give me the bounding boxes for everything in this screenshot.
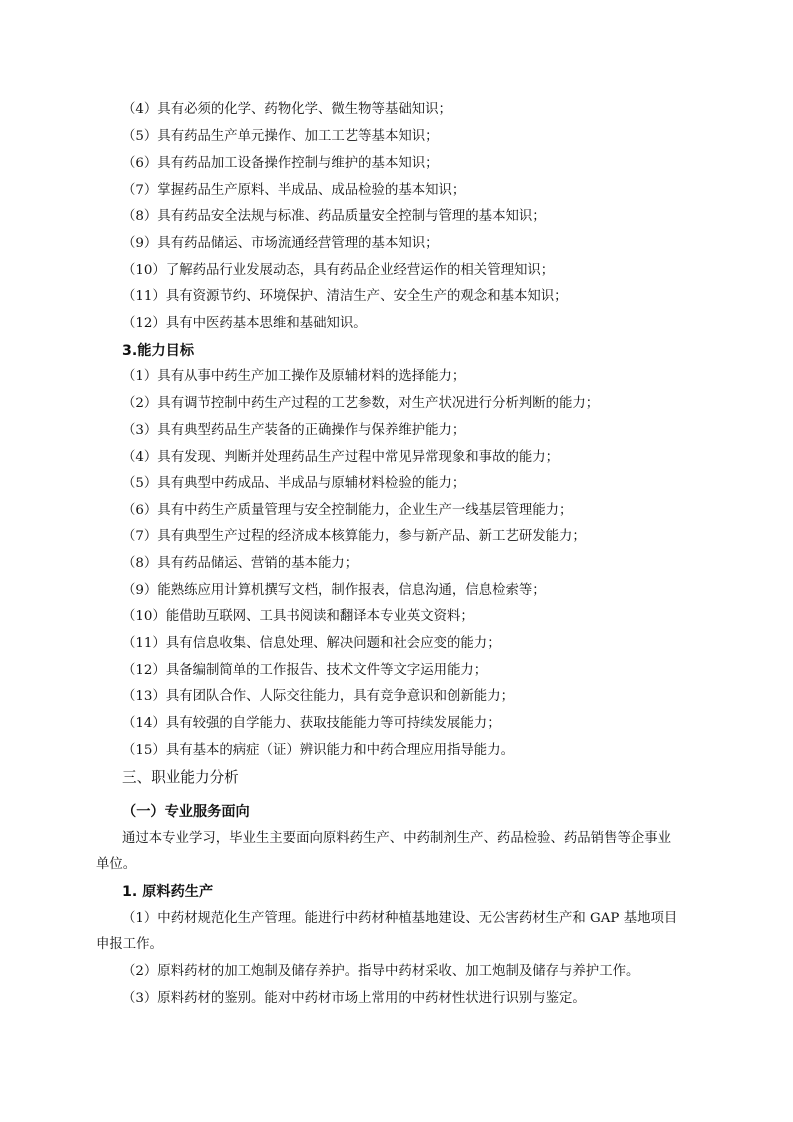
knowledge-item-7: （7）掌握药品生产原料、半成品、成品检验的基本知识； — [122, 183, 466, 198]
ability-item-14: （14）具有较强的自学能力、获取技能能力等可持续发展能力； — [122, 716, 501, 731]
ability-item-5: （5）具有典型中药成品、半成品与原辅材料检验的能力； — [122, 476, 466, 491]
knowledge-item-5: （5）具有药品生产单元操作、加工工艺等基本知识； — [122, 129, 439, 144]
ability-item-6: （6）具有中药生产质量管理与安全控制能力，企业生产一线基层管理能力； — [122, 503, 573, 518]
subsection-1-heading: （一）专业服务面向 — [122, 804, 250, 820]
knowledge-item-10: （10）了解药品行业发展动态，具有药品企业经营运作的相关管理知识； — [122, 263, 555, 278]
ability-item-3: （3）具有典型药品生产装备的正确操作与保养维护能力； — [122, 423, 466, 438]
knowledge-item-6: （6）具有药品加工设备操作控制与维护的基本知识； — [122, 156, 439, 171]
raw-item-1-line-2: 申报工作。 — [96, 937, 163, 952]
ability-item-4: （4）具有发现、判断并处理药品生产过程中常见异常现象和事故的能力； — [122, 450, 560, 465]
raw-item-3: （3）原料药材的鉴别。能对中药材市场上常用的中药材性状进行识别与鉴定。 — [122, 991, 586, 1006]
ability-item-8: （8）具有药品储运、营销的基本能力； — [122, 556, 359, 571]
raw-item-1-line-1: （1）中药材规范化生产管理。能进行中药材种植基地建设、无公害药材生产和 GAP 基地项目 — [122, 911, 678, 926]
ability-item-7: （7）具有典型生产过程的经济成本核算能力，参与新产品、新工艺研发能力； — [122, 529, 586, 544]
ability-item-11: （11）具有信息收集、信息处理、解决问题和社会应变的能力； — [122, 636, 501, 651]
ability-item-12: （12）具备编制简单的工作报告、技术文件等文字运用能力； — [122, 663, 488, 678]
knowledge-item-9: （9）具有药品储运、市场流通经营管理的基本知识； — [122, 236, 439, 251]
service-paragraph-line-2: 单位。 — [96, 857, 137, 872]
ability-heading: 3.能力目标 — [122, 343, 195, 359]
ability-item-9: （9）能熟练应用计算机撰写文档，制作报表，信息沟通，信息检索等； — [122, 583, 546, 598]
knowledge-item-12: （12）具有中医药基本思维和基础知识。 — [122, 316, 367, 331]
service-paragraph-line-1: 通过本专业学习，毕业生主要面向原料药生产、中药制剂生产、药品检验、药品销售等企事业 — [122, 831, 672, 846]
ability-item-13: （13）具有团队合作、人际交往能力，具有竞争意识和创新能力； — [122, 689, 514, 704]
section-3-heading: 三、职业能力分析 — [122, 769, 239, 786]
knowledge-item-8: （8）具有药品安全法规与标准、药品质量安全控制与管理的基本知识； — [122, 209, 546, 224]
knowledge-item-4: （4）具有必须的化学、药物化学、微生物等基础知识； — [122, 102, 452, 117]
ability-item-2: （2）具有调节控制中药生产过程的工艺参数，对生产状况进行分析判断的能力； — [122, 396, 600, 411]
raw-item-2: （2）原料药材的加工炮制及储存养护。指导中药材采收、加工炮制及储存与养护工作。 — [122, 964, 640, 979]
ability-item-10: （10）能借助互联网、工具书阅读和翻译本专业英文资料； — [122, 609, 474, 624]
knowledge-item-11: （11）具有资源节约、环境保护、清洁生产、安全生产的观念和基本知识； — [122, 289, 568, 304]
raw-material-heading: 1. 原料药生产 — [122, 884, 214, 900]
ability-item-1: （1）具有从事中药生产加工操作及原辅材料的选择能力； — [122, 369, 466, 384]
ability-item-15: （15）具有基本的病症（证）辨识能力和中药合理应用指导能力。 — [122, 743, 514, 758]
